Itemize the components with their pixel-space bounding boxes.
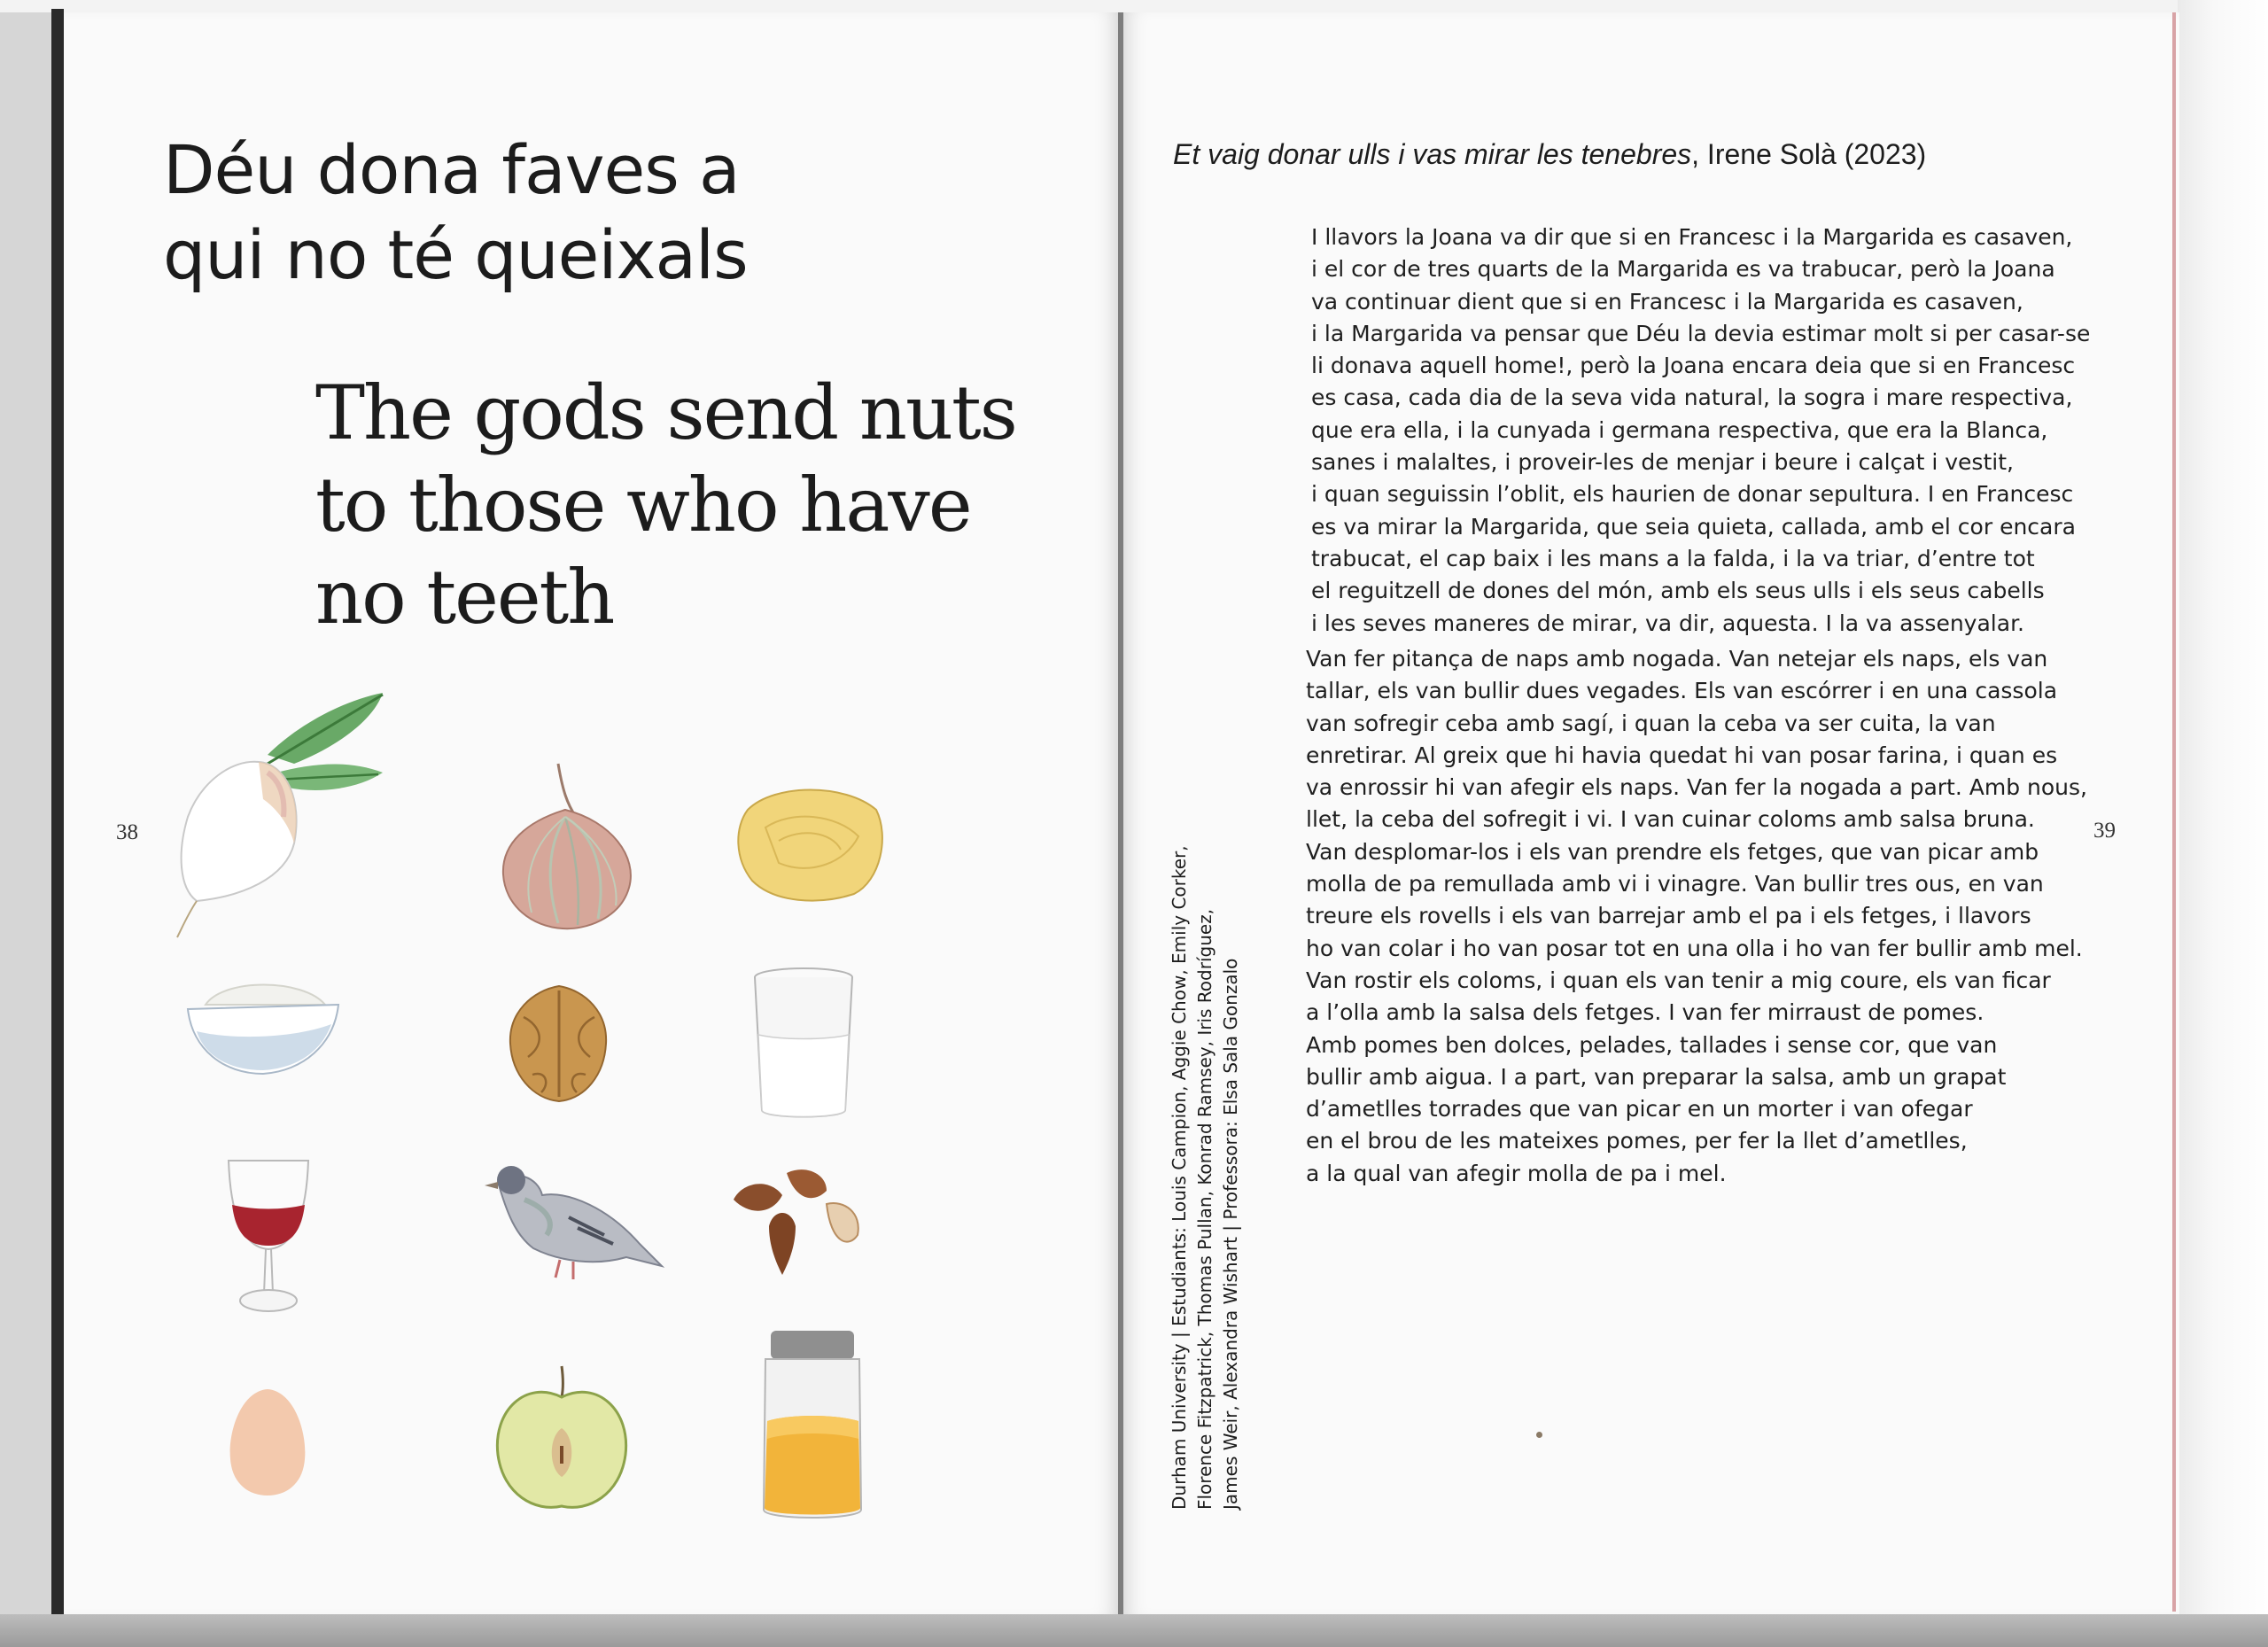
text-line: que era ella, i la cunyada i germana respectiva, que era la Blanca, (1311, 416, 2048, 443)
text-line: Van rostir els coloms, i quan els van tenir a mig coure, els van ficar (1306, 967, 2051, 993)
text-line: Amb pomes ben dolces, pelades, tallades i sense cor, que van (1306, 1031, 1998, 1058)
glass-of-wine-illustration (220, 1150, 317, 1318)
text-line: a la qual van afegir molla de pa i mel. (1306, 1160, 1727, 1186)
almonds-illustration (725, 1164, 866, 1288)
text-line: trabucat, el cap baix i les mans a la falda, i la va triar, d’entre tot (1311, 545, 2035, 571)
text-line: I llavors la Joana va dir que si en Francesc i la Margarida es casaven, (1311, 224, 2073, 250)
page-number-left: 38 (116, 820, 138, 844)
apple-half-illustration (491, 1357, 633, 1517)
text-line: d’ametlles torrades que van picar en un morter i van ofegar (1306, 1096, 1973, 1123)
onion-illustration (487, 755, 647, 932)
credits-vertical (1167, 845, 1244, 1510)
title-english: The gods send nuts to those who have no teeth (315, 369, 1016, 641)
text-line: en el brou de les mateixes pomes, per fer la llet d’ametlles, (1306, 1128, 1968, 1154)
page-number-right: 39 (2093, 819, 2116, 843)
text-line: bullir amb aigua. I a part, van preparar la salsa, amb un grapat (1306, 1063, 2007, 1090)
text-line: ho van colar i ho van posar tot en una olla i ho van fer bullir amb mel. (1306, 935, 2083, 961)
credits-line: Durham University | Estudiants: Louis Campion, Aggie Chow, Emily Corker, (1169, 845, 1190, 1510)
scan-left-edge (51, 9, 64, 1617)
paragraph-2 (1306, 643, 2085, 1190)
text-line: tallar, els van bullir dues vegades. Els van escórrer i en una cassola (1306, 678, 2058, 704)
text-line: llet, la ceba del sofregit i vi. I van cuinar coloms amb salsa bruna. (1306, 806, 2035, 833)
scan-right-margin (2178, 0, 2268, 1647)
text-line: es va mirar la Margarida, que seia quieta, callada, amb el cor encara (1311, 513, 2076, 540)
title-catalan: Déu dona faves a qui no té queixals (163, 130, 748, 294)
paragraph-1 (1311, 221, 2091, 640)
lard-illustration (730, 774, 889, 907)
text-line: sanes i malaltes, i proveir-les de menjar i beure i calçat i vestit, (1311, 449, 2014, 476)
text-line: Van desplomar-los i els van prendre els fetges, que van picar amb (1306, 838, 2039, 865)
text-line: i el cor de tres quarts de la Margarida es va trabucar, però la Joana (1311, 256, 2055, 283)
walnut-illustration (501, 982, 617, 1106)
egg-illustration (223, 1384, 312, 1499)
text-line: Van fer pitança de naps amb nogada. Van netejar els naps, els van (1306, 646, 2048, 672)
text-line: es casa, cada dia de la seva vida natural, la sogra i mare respectiva, (1311, 385, 2073, 411)
paper-speck (1536, 1432, 1542, 1438)
text-line: treure els rovells i els van barrejar amb el pa i els fetges, i llavors (1306, 903, 2031, 929)
credits-line: Florence Fitzpatrick, Thomas Pullan, Konrad Ramsey, Iris Rodríguez, (1194, 908, 1216, 1510)
text-line: va enrossir hi van afegir els naps. Van fer la nogada a part. Amb nous, (1306, 774, 2087, 801)
left-page (64, 12, 1118, 1616)
text-line: a l’olla amb la salsa dels fetges. I van fer mirraust de pomes. (1306, 999, 1984, 1026)
text-line: i quan seguissin l’oblit, els haurien de donar sepultura. I en Francesc (1311, 481, 2074, 508)
text-line: i la Margarida va pensar que Déu la devia estimar molt si per casar-se (1311, 320, 2091, 346)
right-page (1123, 12, 2179, 1616)
glass-of-milk-illustration (746, 964, 861, 1123)
text-line: li donava aquell home!, però la Joana encara deia que si en Francesc (1311, 353, 2076, 379)
text-line: van sofregir ceba amb sagí, i quan la ceba va ser cuita, la van (1306, 710, 1996, 736)
text-line: va continuar dient que si en Francesc i la Margarida es casaven, (1311, 288, 2023, 315)
scan-bottom-edge (0, 1614, 2268, 1647)
turnip-illustration (161, 675, 392, 941)
flour-bowl-illustration (179, 969, 347, 1084)
page-edge-accent (2172, 12, 2176, 1612)
book-author-year: , Irene Solà (2023) (1691, 138, 1927, 170)
credits-line: James Weir, Alexandra Wishart | Professora: Elsa Sala Gonzalo (1220, 958, 1241, 1510)
jar-of-honey-illustration (755, 1324, 870, 1527)
excerpt-heading (1173, 138, 1926, 171)
text-line: molla de pa remullada amb vi i vinagre. Van bullir tres ous, en van (1306, 871, 2044, 897)
text-line: el reguitzell de dones del món, amb els seus ulls i els seus cabells (1311, 578, 2045, 604)
text-line: i les seves maneres de mirar, va dir, aquesta. I la va assenyalar. (1311, 610, 2024, 636)
scan-top-edge (0, 0, 2268, 12)
book-title: Et vaig donar ulls i vas mirar les tenebres (1173, 138, 1692, 170)
pigeon-illustration (462, 1146, 666, 1288)
text-line: enretirar. Al greix que hi havia quedat hi van posar farina, i quan es (1306, 742, 2058, 768)
